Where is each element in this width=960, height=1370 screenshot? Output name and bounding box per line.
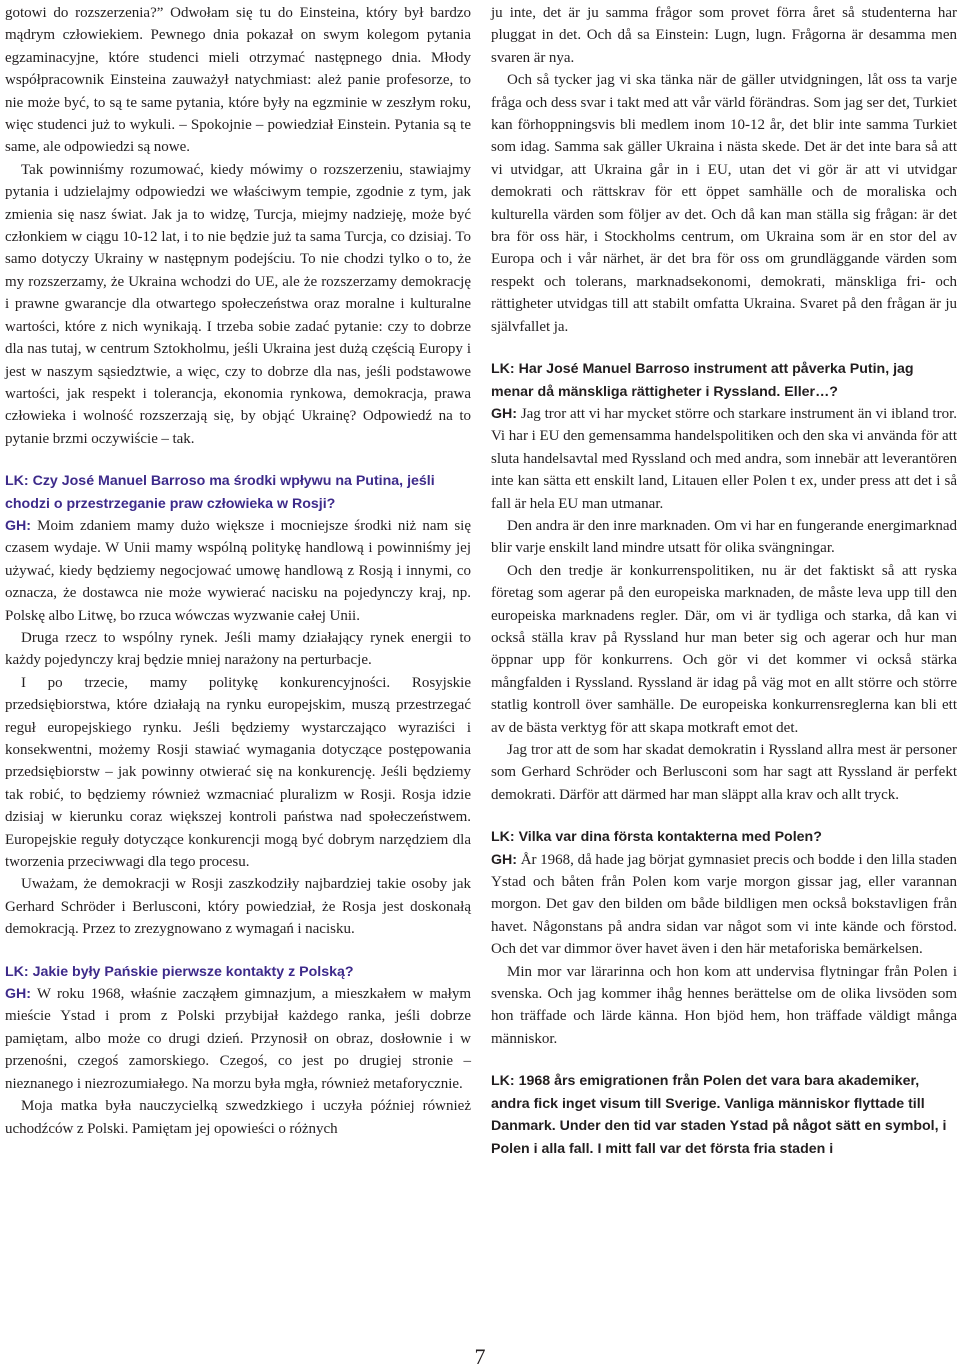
question-heading: LK: Vilka var dina första kontakterna med Polen? (491, 829, 822, 846)
paragraph: ju inte, det är ju samma frågor som provet förra året så studenterna har pluggat in det. Och då sa Einstein: Lugn, lugn. Frågorna är desamma men svaren är nya. (491, 5, 957, 66)
page-number: 7 (474, 1344, 486, 1369)
paragraph: I po trzecie, mamy politykę konkurencyjności. Rosyjskie przedsiębiorstwa, które działają na rynku europejskim, muszą przestrzegać reguł europejskiego rynku. Jeśli będziemy wystarczająco wyraziści i konsekwentni, możemy Rosji stawiać wymagania dotyczące postępowania przedsiębiorstw – jak powinny otwierać się na konkurencję. Jeśli będziemy tak robić, to będziemy również wzmacniać pluralizm w Rosji. Rosja idzie dzisiaj w kierunku coraz większej kontroli państwa nad społeczeństwem. Europejskie reguły dotyczące konkurencji mogą być dobrym narzędziem dla tworzenia przeciwwagi dla tego procesu. (5, 674, 471, 871)
answer-paragraph (5, 515, 471, 627)
answer-paragraph (491, 849, 957, 961)
paragraph: Min mor var lärarinna och hon kom att undervisa flytningar från Polen i svenska. Och jag kommer ihåg hennes berättelse om de olika livsöden som hon träffade och lärde känna. Hon bjöd hem, hon träffade väldigt många människor. (491, 963, 957, 1047)
question-heading: LK: Czy José Manuel Barroso ma środki wpływu na Putina, jeśli chodzi o przestrzeganie praw człowieka w Rosji? (5, 473, 435, 512)
right-column-swedish (491, 2, 957, 1160)
answer-text: År 1968, då hade jag börjat gymnasiet precis och bodde i den lilla staden Ystad och båten från Polen kom varje morgon gissar jag, eller varannan morgon. Det gav den bilden om både bildligen men också bokstavligen från havet. Någonstans på andra sidan var något som vi inte kände och förstod. Och det var dimmor över havet även i den här metaforiska bemärkelsen. (491, 851, 957, 958)
paragraph: Den andra är den inre marknaden. Om vi har en fungerande energimarknad blir varje enskilt land mindre utsatt för olika svängningar. (491, 517, 957, 557)
question-heading: LK: 1968 års emigrationen från Polen det vara bara akademiker, andra fick inget visum till Sverige. Vanliga människor flyttade till Danmark. Under den tid var staden Ystad på något sätt en symbol, i Polen i alla fall. I mitt fall var det första fria staden i (491, 1073, 947, 1157)
speaker-label: GH: (5, 517, 32, 534)
question-heading: LK: Har José Manuel Barroso instrument att påverka Putin, jag menar då mänskliga rättigheter i Ryssland. Eller…? (491, 361, 914, 400)
left-column-polish (5, 2, 471, 1140)
paragraph: Och så tycker jag vi ska tänka när de gäller utvidgningen, låt oss ta varje fråga och dess svar i takt med att vår värld förändras. Som jag ser det, Turkiet kan förhoppningsvis bli medlem inom 10-12 år, det blir inte samma Turkiet som idag. Samma sak gäller Ukraina i nästa skede. Det är det inte bara så att vi utvidgar, att Ukraina går in i EU, utan det vi gör är att vi utvidgar demokrati och rättskrav för ett öppet samhälle och de moraliska och kulturella värden som följer av det. Och då kan man ställa sig frågan: är det bra för oss här, i Stockholms centrum, om Ukraina som är en stor del av Europa och i vår närhet, är det bra för oss om grundläggande värden som respekt och tolerans, marknadsekonomi, demokrati, mänskliga fri- och rättigheter utvidgas till att stabilt omfatta Ukraina. Svaret på den frågan är ju självfallet ja. (491, 72, 957, 335)
answer-text: W roku 1968, właśnie zacząłem gimnazjum, a mieszkałem w małym mieście Ystad i prom z Polski przybijał każdego ranka, jeśli dobrze pamiętam, albo może co drugi dzień. Przynosił on obraz, dosłownie i w przenośni, czegoś zamorskiego. Czegoś, co jest po drugiej stronie – nieznanego i niezrozumiałego. Na morzu była mgła, również metaforycznie. (5, 986, 471, 1092)
paragraph: Druga rzecz to wspólny rynek. Jeśli mamy działający rynek energii to każdy pojedynczy kraj będzie mniej narażony na perturbacje. (5, 629, 471, 669)
answer-text: Moim zdaniem mamy dużo większe i mocniejsze środki niż nam się czasem wydaje. W Unii mamy wspólną politykę handlową i powinniśmy jej używać, kiedy będziemy negocjować umowę handlową z Rosją i innymi, co oznacza, że dostawca nie może wywierać nacisku na pojedynczy kraj, np. Polskę albo Litwę, bo rzuca wówczas wyzwanie całej Unii. (5, 517, 471, 624)
paragraph: Och den tredje är konkurrenspolitiken, nu är det faktiskt så att ryska företag som agerar på den europeiska marknaden, de måste leva upp till den europeiska marknadens regler. Där, om vi är tydliga och starka, då kan vi också ställa krav på Ryssland hur man beter sig och agerar och hur man öppnar upp för konkurrens. Och gör vi det kommer vi också stärka mångfalden i Ryssland. Ryssland är idag på väg mot en allt större och större statlig kontroll över samhälle. De europeiska konkurrensreglerna kan bli ett av de bästa verktyg för att skapa motkraft emot det. (491, 562, 957, 736)
answer-paragraph (491, 403, 957, 515)
paragraph: Uważam, że demokracji w Rosji zaszkodziły najbardziej takie osoby jak Gerhard Schröder i Berlusconi, który powiedział, że Rosja jest doskonałą demokracją. Przez to zrezygnowano z wymagań i nacisku. (5, 876, 471, 938)
paragraph: gotowi do rozszerzenia?” Odwołam się tu do Einsteina, który był bardzo mądrym człowiekiem. Pewnego dnia pokazał on swym kolegom pytania egzaminacyjne, które studenci mieli otrzymać następnego dnia. Młody współpracownik Einsteina zauważył natychmiast: ależ panie profesorze, to nie może być, to są te same pytania, które były na egzminie w zeszłym roku, więc studenci już to wykuli. – Spokojnie – powiedział Einstein. Pytania są te same, ale odpowiedzi są nowe. (5, 5, 471, 156)
speaker-label: GH: (491, 851, 518, 868)
paragraph: Moja matka była nauczycielką szwedzkiego i uczyła później również uchodźców z Polski. Pamiętam jej opowieści o różnych (5, 1098, 471, 1137)
answer-text: Jag tror att vi har mycket större och starkare instrument än vi ibland tror. Vi har i EU den gemensamma handelspolitiken och den ska vi använda för att sluta handelsavtal med Ryssland och med andra, som innebär att leverantören inte kan sätta ett enskilt land, Litauen eller Polen t ex, under press att det i så fall är hela EU man utmanar. (491, 405, 957, 512)
speaker-label: GH: (491, 405, 518, 422)
speaker-label: GH: (5, 986, 32, 1003)
question-heading: LK: Jakie były Pańskie pierwsze kontakty z Polską? (5, 963, 354, 980)
paragraph: Tak powinniśmy rozumować, kiedy mówimy o rozszerzeniu, stawiajmy pytania i udzielajmy odpowiedzi we właściwym tempie, zgodnie z tym, jak zmienia się nasz świat. Jak ja to widzę, Turcja, miejmy nadzieję, może być członkiem w ciągu 10-12 lat, i to nie będzie już ta sama Turcja, co dzisiaj. To samo dotyczy Ukrainy w następnym podejściu. To nie chodzi tylko o to, że my rozszerzamy, że Ukraina wchodzi do UE, ale że rozszerzamy demokrację i prawne gwarancje dla otwartego społeczeństwa oraz moralne i kulturalne wartości, które z nich wynikają. I trzeba sobie zadać pytanie: czy to dobrze dla nas tutaj, w centrum Sztokholmu, jeśli Ukraina jest dużą częścią Europy i jest w naszym sąsiedztwie, a więc, czy to dobrze dla nas, jeśli podstawowe wartości, jak respekt i tolerancja, ekonomia rynkowa, demokracja, prawa człowieka i wolność rozszerzają się, by objąć Ukrainę? Odpowiedź na to pytanie brzmi oczywiście – tak. (5, 161, 471, 447)
paragraph: Jag tror att de som har skadat demokratin i Ryssland allra mest är personer som Gerhard Schröder och Berlusconi som har sagt att Ryssland är perfekt demokrati. Därför att därmed har man släppt alla krav och allt tryck. (491, 742, 957, 803)
answer-paragraph (5, 983, 471, 1095)
